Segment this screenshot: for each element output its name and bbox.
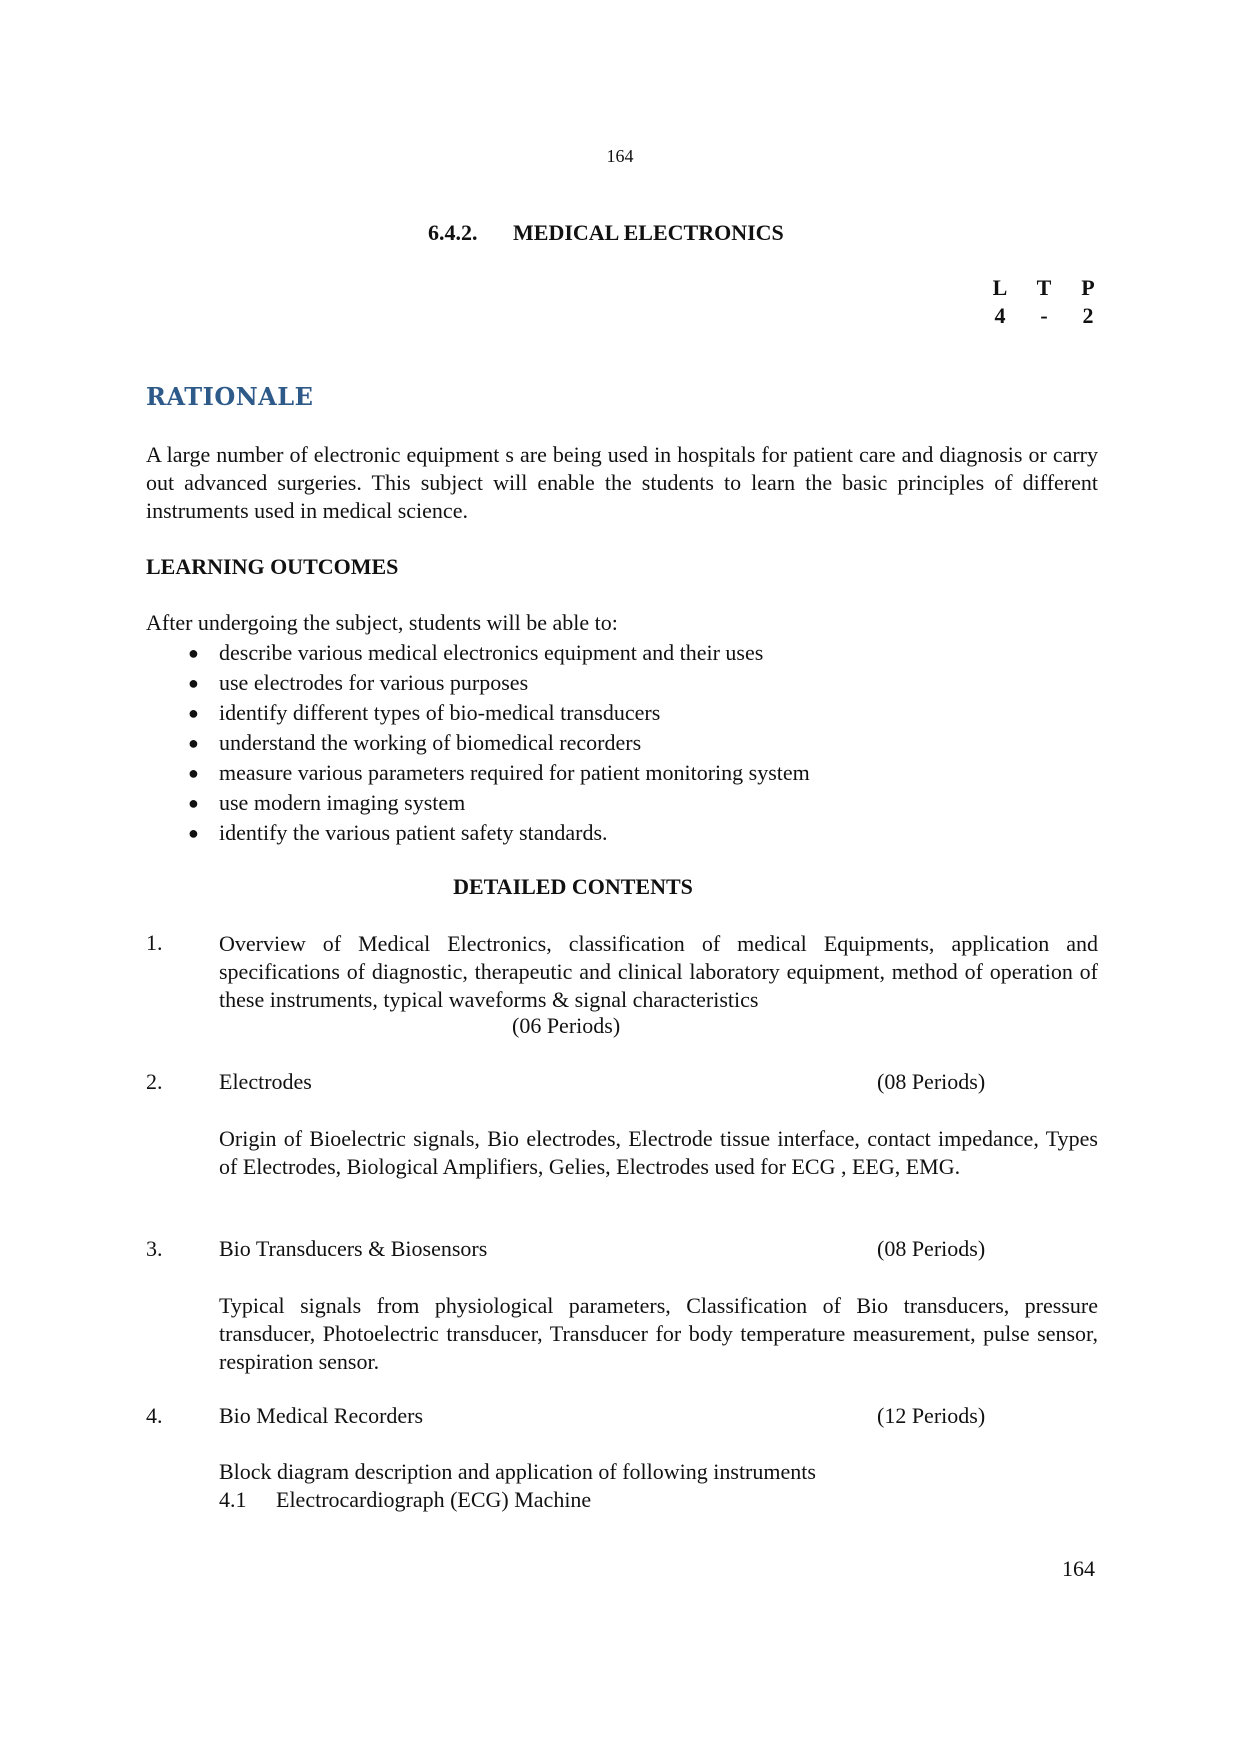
- ltp-header-row: [990, 274, 1098, 302]
- list-item: ● measure various parameters required for patient monitoring system: [146, 758, 810, 788]
- item-3-number: 3.: [146, 1236, 163, 1261]
- ltp-value-row: [990, 302, 1098, 330]
- bullet-icon: ●: [188, 673, 199, 693]
- list-item: ● identify different types of bio-medical transducers: [146, 698, 810, 728]
- ltp-value-t: -: [1040, 303, 1048, 328]
- detailed-contents-heading: DETAILED CONTENTS: [453, 874, 693, 899]
- list-item: ● identify the various patient safety standards.: [146, 818, 810, 848]
- bullet-icon: ●: [188, 823, 199, 843]
- item-4-subitem-1: [219, 1487, 591, 1513]
- course-code: 6.4.2.: [428, 220, 478, 245]
- item-4-description: Block diagram description and application of following instruments: [219, 1459, 816, 1484]
- learning-outcomes-intro: After undergoing the subject, students will be able to:: [146, 610, 618, 635]
- item-3-description: Typical signals from physiological parameters, Classification of Bio transducers, pressure transducer, Photoelectric transducer, Transducer for body temperature measurement, pulse sensor, respiration sensor.: [219, 1293, 1098, 1374]
- course-title: [428, 220, 784, 246]
- ltp-value-p: 2: [1082, 303, 1094, 328]
- rationale-text: A large number of electronic equipment s are being used in hospitals for patient care and diagnosis or carry out advanced surgeries. This subject will enable the students to learn the basic principles of different instruments used in medical science.: [146, 442, 1098, 523]
- item-1-periods: (06 Periods): [512, 1013, 621, 1038]
- item-3-title: Bio Transducers & Biosensors: [219, 1236, 488, 1261]
- item-1-title: Overview of Medical Electronics, classification of medical Equipments, application and specifications of diagnostic, therapeutic and clinical laboratory equipment, method of operation of these instruments, typical waveforms & signal characteristics: [219, 931, 1098, 1012]
- item-4-title: Bio Medical Recorders: [219, 1403, 424, 1428]
- list-item: ● use modern imaging system: [146, 788, 810, 818]
- bullet-icon: ●: [188, 793, 199, 813]
- bullet-icon: ●: [188, 763, 199, 783]
- page-number-top: 164: [606, 146, 634, 166]
- list-item: ● understand the working of biomedical recorders: [146, 728, 810, 758]
- list-item: ● describe various medical electronics equipment and their uses: [146, 638, 810, 668]
- subitem-number: 4.1: [219, 1487, 247, 1512]
- item-4-periods: (12 Periods): [877, 1403, 986, 1428]
- bullet-icon: ●: [188, 733, 199, 753]
- item-2-description: Origin of Bioelectric signals, Bio electrodes, Electrode tissue interface, contact impedance, Types of Electrodes, Biological Amplifiers, Gelies, Electrodes used for ECG , EEG, EMG.: [219, 1126, 1098, 1179]
- ltp-table: [990, 274, 1098, 330]
- learning-outcomes-heading: LEARNING OUTCOMES: [146, 554, 399, 579]
- ltp-header-l: L: [992, 275, 1008, 300]
- item-2-periods: (08 Periods): [877, 1069, 986, 1094]
- list-item: ● use electrodes for various purposes: [146, 668, 810, 698]
- item-2-title: Electrodes: [219, 1069, 312, 1094]
- course-name: MEDICAL ELECTRONICS: [513, 220, 784, 245]
- item-2-number: 2.: [146, 1069, 163, 1094]
- learning-outcomes-list: [146, 638, 810, 848]
- bullet-icon: ●: [188, 643, 199, 663]
- page-number-bottom: 164: [1062, 1556, 1095, 1581]
- ltp-header-p: P: [1081, 275, 1095, 300]
- item-1-number: 1.: [146, 930, 163, 955]
- rationale-heading: RATIONALE: [146, 382, 314, 411]
- item-3-periods: (08 Periods): [877, 1236, 986, 1261]
- item-4-number: 4.: [146, 1403, 163, 1428]
- subitem-text: Electrocardiograph (ECG) Machine: [276, 1487, 592, 1512]
- ltp-value-l: 4: [994, 303, 1006, 328]
- bullet-icon: ●: [188, 703, 199, 723]
- ltp-header-t: T: [1036, 275, 1052, 300]
